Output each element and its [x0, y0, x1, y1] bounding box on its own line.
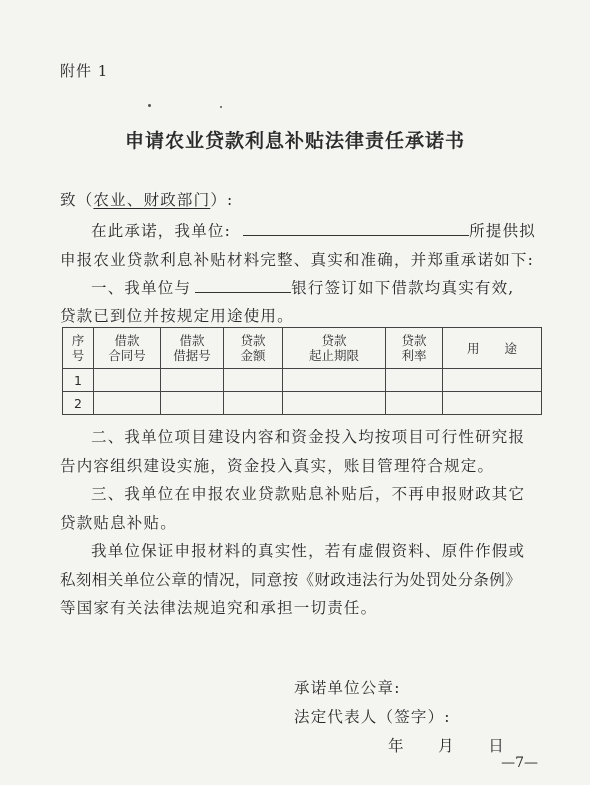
col-header-term: 贷款 起止期限 [283, 328, 386, 369]
addressee-line [60, 188, 233, 210]
table-cell[interactable] [283, 392, 386, 415]
loan-table [62, 327, 542, 415]
col-header-contract: 借款 合同号 [94, 328, 161, 369]
table-cell[interactable] [443, 369, 542, 392]
representative-label: 法定代表人（签字）: [294, 708, 451, 726]
item3-line-2: 贷款贴息补贴。 [60, 514, 177, 532]
row-index: 2 [63, 392, 94, 415]
guarantee-line-1: 我单位保证申报材料的真实性，若有虚假资料、原件作假或 [91, 542, 526, 560]
page-number: —7— [501, 755, 538, 771]
col-header-receipt: 借款 借据号 [161, 328, 224, 369]
table-cell[interactable] [94, 369, 161, 392]
item1-line-2: 贷款已到位并按规定用途使用。 [60, 307, 294, 325]
guarantee-line-3: 等国家有关法律法规追究和承担一切责任。 [60, 599, 378, 617]
item2-line-2: 告内容组织建设实施，资金投入真实，账目管理符合规定。 [60, 457, 495, 475]
col-header-rate: 贷款 利率 [386, 328, 443, 369]
table-cell[interactable] [224, 369, 283, 392]
table-row [63, 392, 542, 415]
scan-speck [220, 106, 222, 108]
table-cell[interactable] [283, 369, 386, 392]
seal-label: 承诺单位公章: [294, 679, 401, 697]
item1-text-b: 银行签订如下借款均真实有效, [291, 279, 515, 297]
scan-speck [148, 104, 151, 107]
pledge-text-a: 在此承诺，我单位: [91, 222, 232, 240]
table-cell[interactable] [161, 392, 224, 415]
item1-text-a: 一、我单位与 [91, 279, 192, 297]
col-header-index: 序 号 [63, 328, 94, 369]
bank-name-blank[interactable] [195, 278, 291, 293]
pledge-text-b: 所提供拟 [469, 222, 536, 240]
col-header-amount: 贷款 金额 [224, 328, 283, 369]
table-cell[interactable] [386, 392, 443, 415]
document-title: 申请农业贷款利息补贴法律责任承诺书 [124, 130, 465, 152]
date-label: 年 月 日 [388, 737, 505, 755]
addressee-suffix: ）: [210, 191, 234, 209]
table-row [63, 369, 542, 392]
loan-table-header-row [63, 328, 542, 369]
pledge-line-2: 申报农业贷款利息补贴材料完整、真实和准确，并郑重承诺如下: [60, 251, 535, 269]
item3-line-1: 三、我单位在申报农业贷款贴息补贴后，不再申报财政其它 [91, 485, 526, 503]
table-cell[interactable] [443, 392, 542, 415]
item2-line-1: 二、我单位项目建设内容和资金投入均按项目可行性研究报 [91, 428, 526, 446]
col-header-usage: 用 途 [443, 328, 542, 369]
addressee-name: 农业、财政部门 [93, 191, 211, 209]
addressee-prefix: 致（ [60, 191, 94, 209]
table-cell[interactable] [386, 369, 443, 392]
table-cell[interactable] [224, 392, 283, 415]
table-cell[interactable] [94, 392, 161, 415]
pledge-line-1 [91, 219, 536, 241]
unit-name-blank[interactable] [243, 221, 469, 236]
table-cell[interactable] [161, 369, 224, 392]
item1-line-1 [91, 276, 514, 298]
row-index: 1 [63, 369, 94, 392]
guarantee-line-2: 私刻相关单位公章的情况，同意按《财政违法行为处罚处分条例》 [60, 571, 522, 589]
attachment-label: 附件 1 [60, 62, 109, 80]
